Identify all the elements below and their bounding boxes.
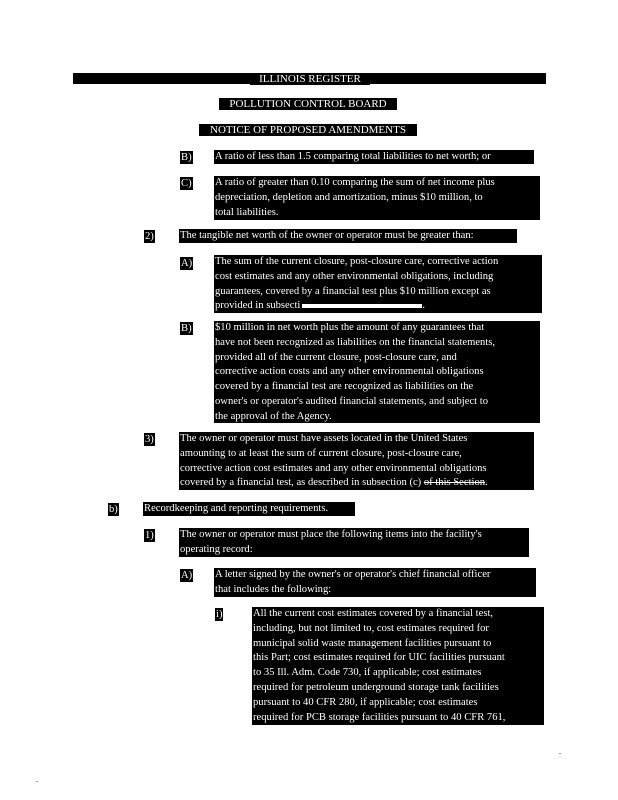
struck-text: of this Section <box>423 477 486 489</box>
text-line: The owner or operator must place the following items into the facility's <box>180 529 482 540</box>
register-title: ILLINOIS REGISTER <box>250 73 370 85</box>
text-line: The tangible net worth of the owner or operator must be greater than: <box>180 230 474 241</box>
text-line: municipal solid waste management facilities pursuant to <box>253 637 492 649</box>
text-line: corrective action costs and any other environmental obligations <box>215 366 484 378</box>
text-line: The sum of the current closure, post-closure care, corrective action <box>215 256 499 267</box>
notice-title: NOTICE OF PROPOSED AMENDMENTS <box>199 124 417 136</box>
text-line: this Part; cost estimates required for UIC facilities pursuant <box>253 652 505 664</box>
text-line: guarantees, covered by a financial test plus $10 million except as <box>215 285 491 297</box>
text-line: pursuant to 40 CFR 280, if applicable; cost estimates <box>253 696 478 708</box>
text-line: to 35 Ill. Adm. Code 730, if applicable; cost estimates <box>253 667 482 679</box>
text-line <box>215 299 541 313</box>
item-label: B) <box>181 323 192 334</box>
text-fragment: . <box>422 300 425 312</box>
text-line: corrective action cost estimates and any other environmental obligations <box>180 462 487 474</box>
text-line: A ratio of less than 1.5 comparing total liabilities to net worth; or <box>215 151 491 162</box>
redaction-mark <box>302 304 422 308</box>
scan-speck <box>559 753 561 754</box>
text-line: The owner or operator must have assets located in the United States <box>180 433 468 444</box>
item-text <box>179 432 534 490</box>
text-line: have not been recognized as liabilities on the financial statements, <box>215 336 496 348</box>
text-line: required for PCB storage facilities pursuant to 40 CFR 761, <box>253 711 506 723</box>
text-line: Recordkeeping and reporting requirements. <box>144 503 329 514</box>
text-line: A ratio of greater than 0.10 comparing the sum of net income plus <box>215 177 495 188</box>
text-line: A letter signed by the owner's or operator's chief financial officer <box>215 569 491 580</box>
text-line: amounting to at least the sum of current closure, post-closure care, <box>180 447 462 459</box>
item-text <box>214 176 540 220</box>
text-line: All the current cost estimates covered by a financial test, <box>253 608 494 619</box>
text-line <box>180 476 533 490</box>
text-fragment: provided in subsecti <box>215 300 301 312</box>
text-line: total liabilities. <box>215 206 279 218</box>
item-text <box>214 568 536 597</box>
text-fragment: covered by a financial test, as described in subsection (c) <box>180 477 424 489</box>
text-line: depreciation, depletion and amortization, minus $10 million, to <box>215 191 483 203</box>
item-text <box>214 255 542 313</box>
text-line: provided all of the current closure, post-closure care, and <box>215 351 457 363</box>
scan-speck <box>36 781 38 782</box>
text-line: operating record: <box>180 543 253 555</box>
item-text <box>179 528 529 557</box>
item-label: b) <box>109 504 118 515</box>
text-line: including, but not limited to, cost estimates required for <box>253 622 489 634</box>
text-line: that includes the following: <box>215 583 332 595</box>
item-label: C) <box>181 178 192 189</box>
item-text <box>214 321 540 423</box>
item-text <box>179 229 517 243</box>
text-line: required for petroleum underground storage tank facilities <box>253 681 499 693</box>
item-label: 3) <box>145 434 154 445</box>
text-fragment: . <box>485 477 488 489</box>
board-title: POLLUTION CONTROL BOARD <box>219 98 397 110</box>
item-label: B) <box>181 152 192 163</box>
text-line: the approval of the Agency. <box>215 410 332 422</box>
item-label: A) <box>181 258 193 269</box>
text-line: $10 million in net worth plus the amount of any guarantees that <box>215 322 485 333</box>
text-line: covered by a financial test are recognized as liabilities on the <box>215 381 474 393</box>
item-text <box>252 607 544 725</box>
item-label: A) <box>181 570 193 581</box>
text-line: cost estimates and any other environmental obligations, including <box>215 270 494 282</box>
item-text <box>214 150 534 164</box>
item-text <box>143 502 355 516</box>
item-label: 1) <box>145 530 154 541</box>
item-label: 2) <box>145 231 154 242</box>
text-line: owner's or operator's audited financial statements, and subject to <box>215 395 488 407</box>
item-label: i) <box>216 609 223 620</box>
